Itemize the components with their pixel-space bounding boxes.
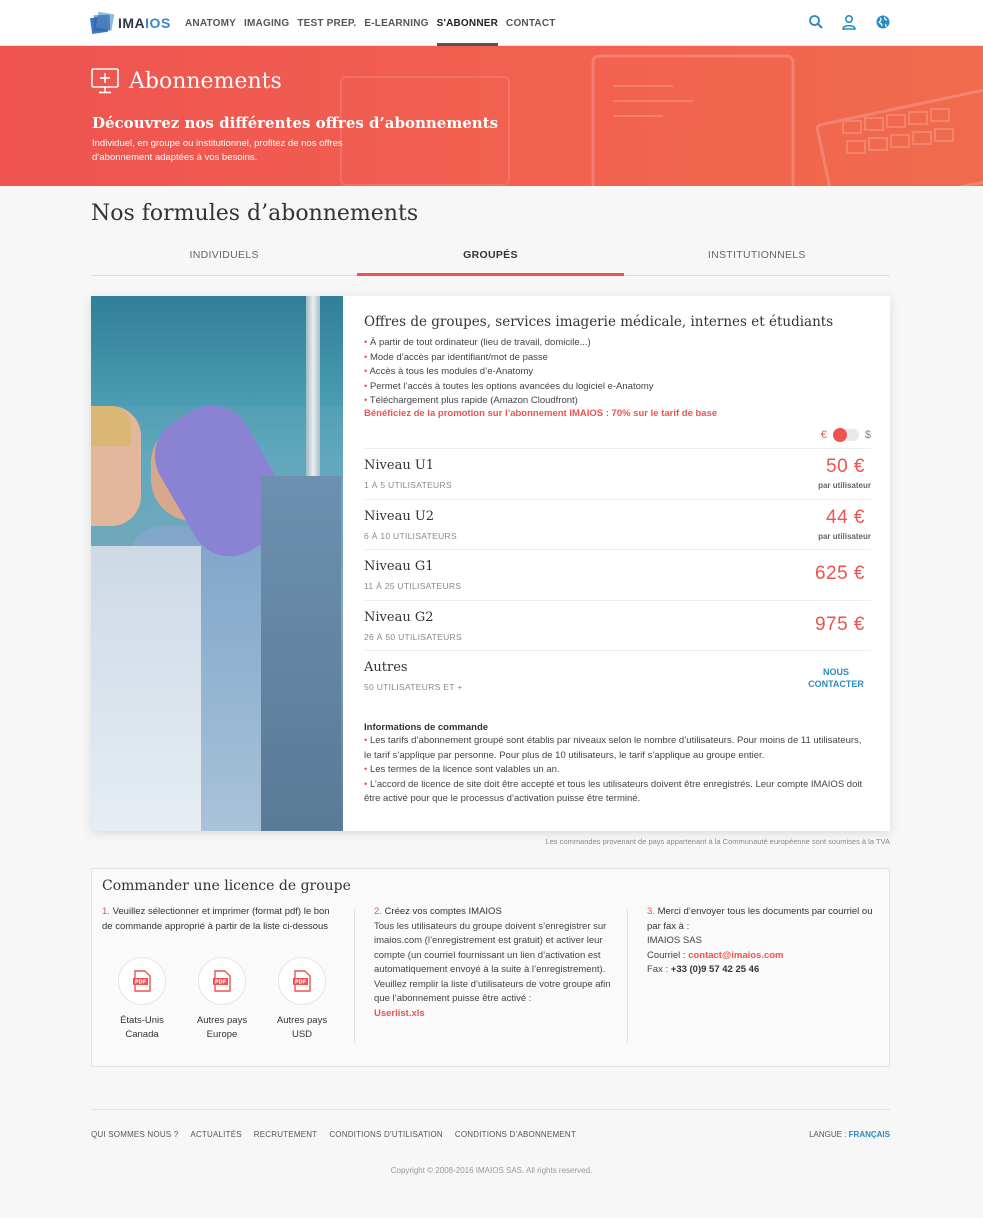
step-3: 3. Merci d’envoyer tous les documents par courriel ou par fax à : IMAIOS SAS Courriel : contact@imaios.com Fax : +33 (0)9 57 42 25 46	[647, 906, 873, 975]
order-license-title: Commander une licence de groupe	[102, 878, 351, 894]
footer-link-news[interactable]: ACTUALITÉS	[190, 1130, 242, 1139]
level-users: 50 UTILISATEURS ET +	[364, 682, 463, 692]
tab-groupes[interactable]: GROUPÉS	[357, 240, 623, 275]
list-item: • Mode d’accès par identifiant/mot de passe	[364, 351, 654, 366]
pricing-row	[364, 549, 871, 600]
order-information	[364, 722, 871, 807]
fax-number: +33 (0)9 57 42 25 46	[670, 964, 760, 975]
level-name: Niveau U1	[364, 458, 435, 473]
footer-link-terms-of-use[interactable]: CONDITIONS D’UTILISATION	[329, 1130, 443, 1139]
footer-link-subscription-terms[interactable]: CONDITIONS D’ABONNEMENT	[454, 1130, 576, 1139]
banner-description: Individuel, en groupe ou institutionnel, profitez de nos offres d’abonnement adaptées à vos besoins.	[92, 138, 343, 163]
language-selector[interactable]: LANGUE : FRANÇAIS	[809, 1130, 890, 1139]
level-name: Autres	[364, 660, 408, 675]
logo-text: IMA	[118, 15, 146, 31]
level-price: 44 €	[826, 506, 865, 528]
list-item: • Les tarifs d’abonnement groupé sont établis par niveaux selon le nombre d’utilisateurs. Pour moins de 11 utilisateurs, le tarif s’applique par personne. Pour plus de 10 utilisateurs, le tarif s’applique au groupe entier.	[364, 734, 871, 763]
nav-contact[interactable]: CONTACT	[506, 18, 556, 29]
logo-text-accent: IOS	[145, 15, 171, 31]
laptop-background-icon	[553, 46, 983, 186]
level-name: Niveau U2	[364, 508, 435, 524]
currency-switch	[821, 429, 871, 441]
column-divider	[354, 909, 355, 1043]
level-name: Niveau G2	[364, 609, 434, 625]
pricing-row	[364, 600, 871, 651]
pdf-downloads	[102, 957, 342, 1042]
svg-text:PDF: PDF	[214, 979, 227, 986]
monitor-plus-icon	[91, 68, 119, 94]
subscription-tabs	[91, 240, 890, 276]
step-1: 1. Veuillez sélectionner et imprimer (format pdf) le bon de commande approprié à partir de la liste ci-dessous	[102, 906, 330, 932]
userlist-file-link[interactable]: Userlist.xls	[374, 1007, 425, 1019]
list-item: • À partir de tout ordinateur (lieu de travail, domicile...)	[364, 336, 654, 351]
main-nav	[185, 0, 564, 46]
level-users: 6 À 10 UTILISATEURS	[364, 530, 457, 541]
nav-e-learning[interactable]: E-LEARNING	[364, 18, 429, 29]
order-license-box	[91, 868, 890, 1067]
nav-imaging[interactable]: IMAGING	[244, 18, 290, 29]
globe-icon[interactable]	[875, 14, 891, 30]
hero-banner	[0, 46, 983, 186]
footer-divider	[91, 1109, 890, 1110]
svg-text:PDF: PDF	[134, 979, 147, 986]
price-unit: par utilisateur	[818, 531, 871, 541]
page-title: Nos formules d’abonnements	[91, 201, 419, 226]
contact-email-link[interactable]: contact@imaios.com	[688, 949, 784, 961]
imaios-logo[interactable]	[91, 11, 171, 35]
nav-test-prep[interactable]: TEST PREP.	[297, 18, 357, 29]
top-header	[0, 0, 983, 46]
pricing-row	[364, 499, 871, 550]
contact-us-link[interactable]: NOUS CONTACTER	[808, 667, 864, 689]
level-price: 975 €	[814, 613, 865, 635]
level-users: 1 À 5 UTILISATEURS	[364, 480, 452, 490]
pdf-icon	[290, 969, 314, 993]
list-item: • L’accord de licence de site doit être accepté et tous les utilisateurs doivent être enregistrés. Leur compte IMAIOS doit être activé pour que le processus d’activation puisse être terminé.	[364, 778, 871, 807]
list-item: • Permet l’accès à toutes les options avancées du logiciel e-Anatomy	[364, 380, 654, 395]
list-item: • Accès à tous les modules d’e-Anatomy	[364, 365, 654, 380]
footer-links	[91, 1130, 588, 1139]
pricing-row	[364, 448, 871, 499]
pdf-download-usd[interactable]: PDF Autres pays USD	[262, 957, 342, 1042]
pdf-download-europe[interactable]: PDF Autres pays Europe	[182, 957, 262, 1042]
logo-mark-icon	[91, 12, 115, 34]
list-item: • Téléchargement plus rapide (Amazon Cloudfront)	[364, 394, 654, 409]
currency-toggle[interactable]	[833, 429, 859, 441]
level-price: 625 €	[814, 563, 865, 584]
tab-individuels[interactable]: INDIVIDUELS	[189, 249, 259, 261]
level-price: 50 €	[826, 456, 865, 477]
medical-team-photo	[91, 296, 343, 831]
pdf-download-us-canada[interactable]: PDF États-Unis Canada	[102, 957, 182, 1042]
pricing-levels	[364, 448, 871, 701]
pdf-icon	[130, 969, 154, 993]
promo-text: Bénéficiez de la promotion sur l’abonnement IMAIOS : 70% sur le tarif de base	[364, 408, 718, 419]
group-offer-card	[91, 296, 890, 831]
order-info-title: Informations de commande	[364, 722, 489, 733]
list-item: • Les termes de la licence sont valables un an.	[364, 763, 871, 778]
tab-institutionnels[interactable]: INSTITUTIONNELS	[707, 249, 806, 261]
step-2: 2. Créez vos comptes IMAIOS Tous les utilisateurs du groupe doivent s’enregistrer sur imaios.com (l’enregistrement est gratuit) et activer leur compte (un courriel fournissant un lien d’activation est automatiquement envoyé à la suite à l’enregistrement). Veuillez remplir la liste d’utilisateurs de votre groupe afin que l’abonnement puisse être activé : Userlist.xls	[374, 906, 611, 1019]
footer-link-jobs[interactable]: RECRUTEMENT	[253, 1130, 318, 1139]
offer-title: Offres de groupes, services imagerie médicale, internes et étudiants	[364, 314, 834, 330]
level-name: Niveau G1	[364, 559, 434, 574]
vat-note: Les commandes provenant de pays appartenant à la Communauté européenne sont soumises à la TVA	[545, 837, 890, 846]
nav-anatomy[interactable]: ANATOMY	[185, 18, 237, 29]
user-icon[interactable]	[841, 14, 857, 30]
level-users: 11 À 25 UTILISATEURS	[364, 581, 462, 591]
column-divider	[627, 909, 628, 1043]
feature-list	[364, 336, 654, 409]
currency-usd[interactable]: $	[864, 429, 871, 441]
copyright: Copyright © 2008-2016 IMAIOS SAS. All rights reserved.	[390, 1166, 593, 1175]
pricing-row	[364, 650, 871, 701]
price-unit: par utilisateur	[818, 481, 871, 490]
pdf-icon	[210, 969, 234, 993]
banner-subtitle: Découvrez nos différentes offres d’abonnements	[92, 114, 499, 132]
banner-title: Abonnements	[129, 68, 282, 94]
currency-eur[interactable]: €	[820, 429, 827, 441]
search-icon[interactable]	[808, 14, 824, 30]
svg-text:PDF: PDF	[294, 979, 307, 986]
nav-sabonner[interactable]: S'ABONNER	[437, 0, 498, 46]
level-users: 26 À 50 UTILISATEURS	[364, 631, 462, 642]
footer-link-about[interactable]: QUI SOMMES NOUS ?	[91, 1130, 179, 1139]
